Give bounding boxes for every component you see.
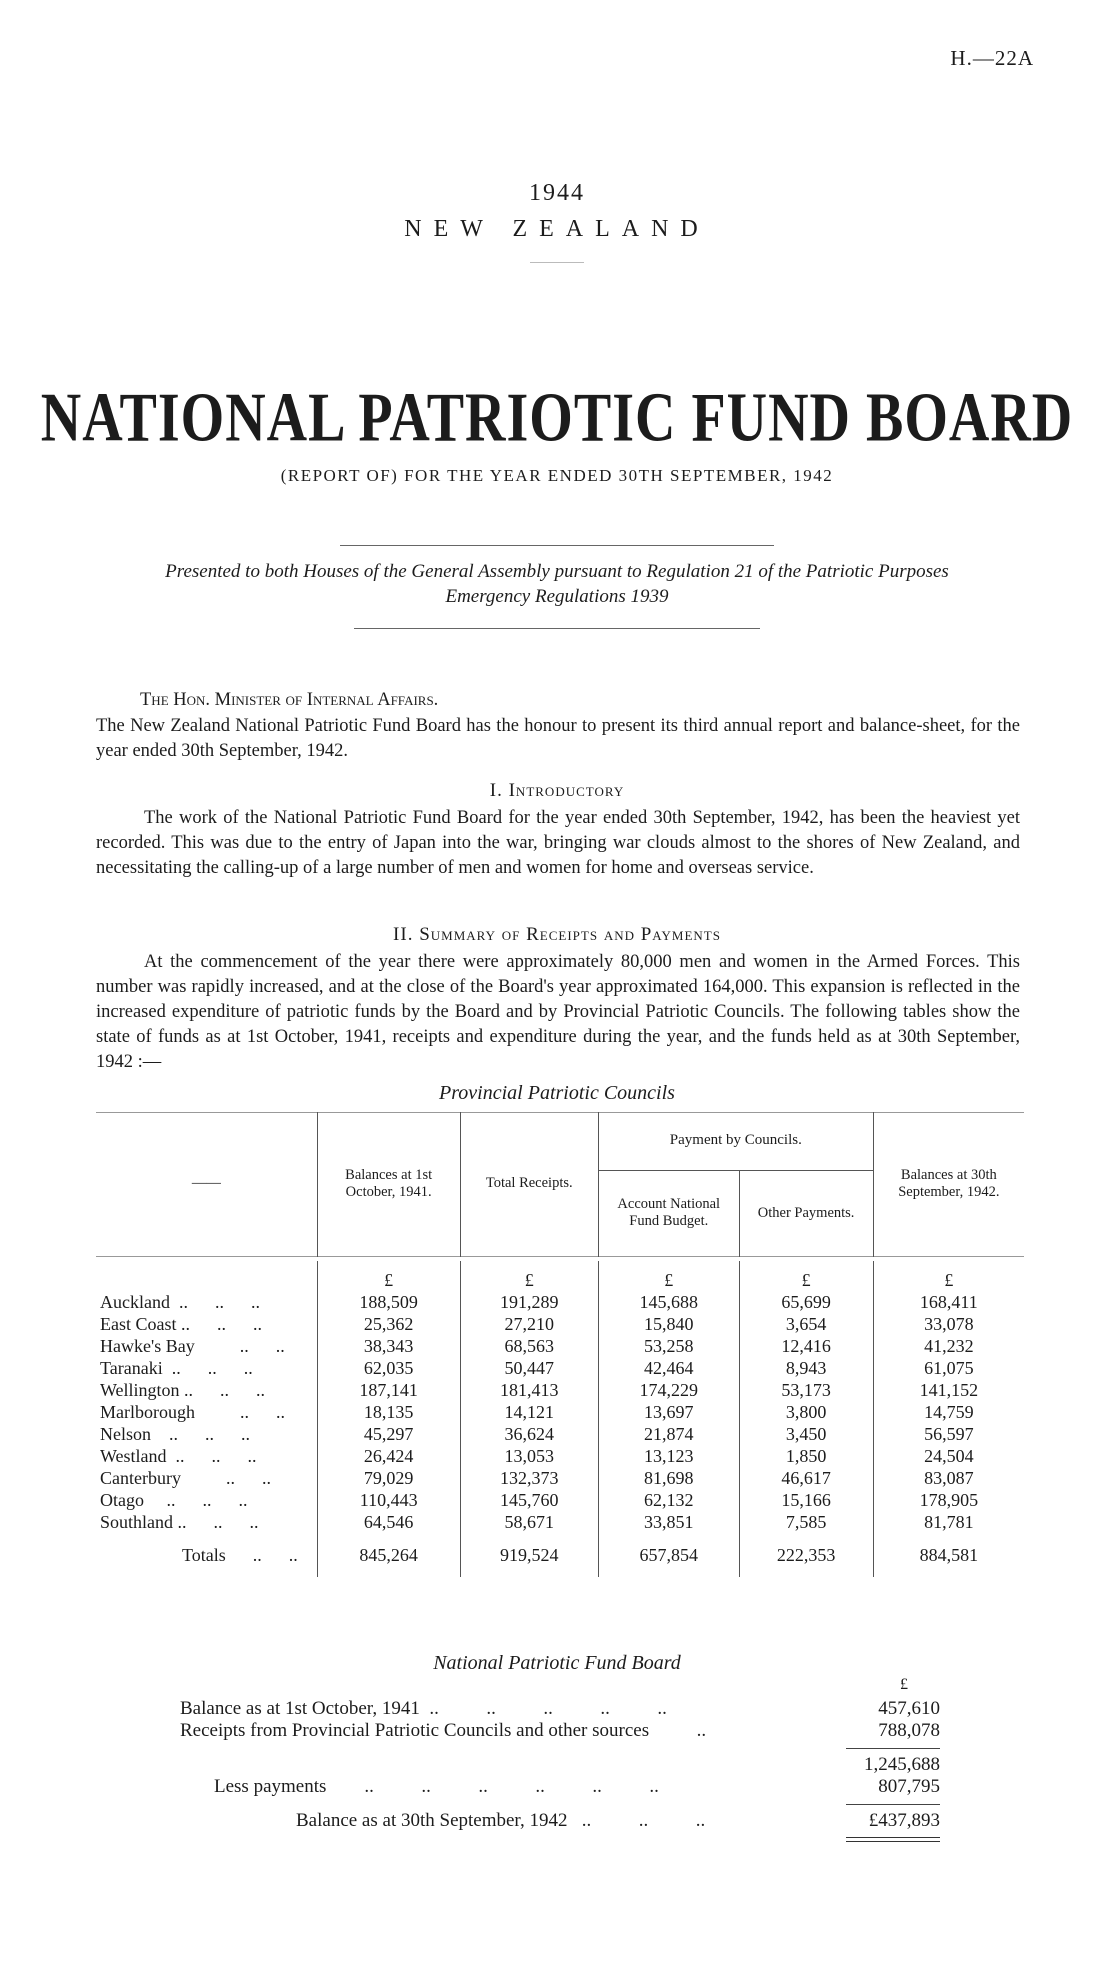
divider-bottom	[354, 628, 760, 629]
table-cell: 24,504	[873, 1445, 1024, 1467]
balance-end-value: £437,893	[868, 1810, 940, 1831]
table-cell: 12,416	[739, 1335, 873, 1357]
double-rule-2	[846, 1841, 940, 1842]
table-cell: 56,597	[873, 1423, 1024, 1445]
table-row	[96, 1511, 1024, 1533]
row-label	[96, 1467, 317, 1489]
table-cell: 187,141	[317, 1379, 460, 1401]
table-row	[96, 1357, 1024, 1379]
header-other-payments: Other Payments.	[757, 1204, 855, 1221]
dot-leader: .. .. ..	[169, 1291, 260, 1312]
table-cell: 13,123	[598, 1445, 739, 1467]
dot-leader: .. .. ..	[173, 1511, 259, 1532]
currency-symbol: £	[317, 1261, 460, 1291]
country-heading: NEW ZEALAND	[404, 216, 710, 242]
divider-top	[340, 545, 774, 546]
table-cell: 53,258	[598, 1335, 739, 1357]
presented-line-2: Emergency Regulations 1939	[445, 585, 669, 607]
district-name: Hawke's Bay	[100, 1335, 195, 1356]
table-cell: 38,343	[317, 1335, 460, 1357]
header-district: ——	[191, 1175, 221, 1192]
table-cell: 141,152	[873, 1379, 1024, 1401]
table-cell: 68,563	[460, 1335, 598, 1357]
table-cell: 21,874	[598, 1423, 739, 1445]
table-cell: 174,229	[598, 1379, 739, 1401]
table-cell: 18,135	[317, 1401, 460, 1423]
dot-leader: .. .. ..	[166, 1445, 257, 1466]
row-label	[96, 1423, 317, 1445]
subtotal-value: 1,245,688	[864, 1754, 940, 1775]
currency-row	[96, 1261, 1024, 1291]
currency-symbol: £	[739, 1261, 873, 1291]
document-reference: H.—22A	[950, 46, 1034, 70]
dot-leader: .. .. ..	[162, 1357, 253, 1378]
page-title: NATIONAL PATRIOTIC FUND BOARD	[40, 379, 1074, 457]
totals-label: Totals	[182, 1544, 226, 1565]
table-cell: 41,232	[873, 1335, 1024, 1357]
table-row	[96, 1423, 1024, 1445]
table-row	[96, 1467, 1024, 1489]
section-2-text: At the commencement of the year there were approximately 80,000 men and women in the Armed Forces. This number was rapidly increased, and at the close of the Board's year approximated 164,000. This expansion is reflected in the increased expenditure of patriotic funds by the Board and by Provincial Patriotic Councils. The following tables show the state of funds as at 1st October, 1941, receipts and expenditure during the year, and the funds held as at 30th September, 1942 :—	[96, 952, 1020, 1072]
table-cell: 14,121	[460, 1401, 598, 1423]
table-cell: 33,078	[873, 1313, 1024, 1335]
table-cell: 178,905	[873, 1489, 1024, 1511]
row-label	[96, 1379, 317, 1401]
table-cell: 53,173	[739, 1379, 873, 1401]
section-1-text: The work of the National Patriotic Fund Board for the year ended 30th September, 1942, has been the heaviest yet recorded. This was due to the entry of Japan into the war, bringing war clouds almost to the shores of New Zealand, and necessitating the calling-up of a large number of men and women for home and overseas service.	[96, 808, 1020, 878]
dot-leader: .. .. ..	[151, 1423, 250, 1444]
presented-line-1: Presented to both Houses of the General Assembly pursuant to Regulation 21 of the Patriotic Purposes	[165, 561, 949, 582]
table-cell: 15,166	[739, 1489, 873, 1511]
district-name: Westland	[100, 1445, 167, 1466]
table-cell: 64,546	[317, 1511, 460, 1533]
double-rule-1	[846, 1837, 940, 1838]
table-cell: 145,760	[460, 1489, 598, 1511]
presented-statement	[0, 560, 1114, 609]
table-cell: 33,851	[598, 1511, 739, 1533]
district-name: Otago	[100, 1489, 144, 1510]
receipts-label: Receipts from Provincial Patriotic Councils and other sources ..	[180, 1720, 707, 1741]
table-cell: 81,698	[598, 1467, 739, 1489]
dot-leader: .. ..	[180, 1467, 271, 1488]
table-cell: 58,671	[460, 1511, 598, 1533]
district-name: Nelson	[100, 1423, 151, 1444]
dot-leader: .. ..	[194, 1401, 285, 1422]
table-row	[96, 1489, 1024, 1511]
currency-symbol: £	[460, 1261, 598, 1291]
header-balances-end: Balances at 30th September, 1942.	[873, 1112, 1024, 1256]
table-row	[96, 1401, 1024, 1423]
table-cell: 919,524	[460, 1533, 598, 1577]
district-name: Southland	[100, 1511, 174, 1532]
header-account-budget: Account National Fund Budget.	[598, 1170, 739, 1256]
table-cell: 191,289	[460, 1291, 598, 1313]
row-label	[96, 1357, 317, 1379]
currency-symbol: £	[598, 1261, 739, 1291]
table-cell: 13,697	[598, 1401, 739, 1423]
section-2-heading: II. Summary of Receipts and Payments	[393, 924, 721, 945]
district-name: East Coast	[100, 1313, 177, 1334]
table-cell: 15,840	[598, 1313, 739, 1335]
district-name: Canterbury	[100, 1467, 181, 1488]
table-title: Provincial Patriotic Councils	[439, 1082, 675, 1104]
subtotal-rule	[846, 1748, 940, 1749]
table-cell: 7,585	[739, 1511, 873, 1533]
balance-start-label: Balance as at 1st October, 1941 .. .. .. .. ..	[180, 1698, 667, 1719]
row-label	[96, 1313, 317, 1335]
table-cell: 1,850	[739, 1445, 873, 1467]
table-cell: 36,624	[460, 1423, 598, 1445]
table-row	[96, 1335, 1024, 1357]
table-cell: 79,029	[317, 1467, 460, 1489]
row-label	[96, 1335, 317, 1357]
table-cell: 65,699	[739, 1291, 873, 1313]
table-cell: 27,210	[460, 1313, 598, 1335]
row-label	[96, 1533, 317, 1577]
addressee: The Hon. Minister of Internal Affairs.	[140, 690, 439, 710]
table-cell: 168,411	[873, 1291, 1024, 1313]
table-cell: 845,264	[317, 1533, 460, 1577]
table-cell: 62,035	[317, 1357, 460, 1379]
table-row	[96, 1379, 1024, 1401]
table-cell: 145,688	[598, 1291, 739, 1313]
table-cell: 42,464	[598, 1357, 739, 1379]
totals-row	[96, 1533, 1024, 1577]
district-name: Taranaki	[100, 1357, 163, 1378]
less-payments-label: Less payments .. .. .. .. .. ..	[214, 1776, 659, 1797]
row-label	[96, 1489, 317, 1511]
row-label	[96, 1511, 317, 1533]
balance-start-value: 457,610	[878, 1698, 940, 1719]
board-title: National Patriotic Fund Board	[433, 1652, 681, 1674]
table-cell: 3,800	[739, 1401, 873, 1423]
header-payment-group: Payment by Councils.	[598, 1112, 873, 1170]
table-cell: 181,413	[460, 1379, 598, 1401]
dot-leader: .. .. ..	[176, 1313, 262, 1334]
table-cell: 13,053	[460, 1445, 598, 1467]
currency-symbol: £	[873, 1261, 1024, 1291]
section-1-heading: I. Introductory	[489, 780, 625, 801]
table-cell: 222,353	[739, 1533, 873, 1577]
row-label	[96, 1291, 317, 1313]
receipts-value: 788,078	[878, 1720, 940, 1741]
row-label	[96, 1445, 317, 1467]
row-label	[96, 1401, 317, 1423]
dot-leader: .. .. ..	[179, 1379, 266, 1400]
table-cell: 26,424	[317, 1445, 460, 1467]
district-name: Wellington	[100, 1379, 180, 1400]
header-balances-start: Balances at 1st October, 1941.	[317, 1112, 460, 1256]
district-name: Marlborough	[100, 1401, 195, 1422]
balance-end-label: Balance as at 30th September, 1942 .. .. ..	[296, 1810, 706, 1831]
header-receipts: Total Receipts.	[460, 1112, 598, 1256]
table-cell: 25,362	[317, 1313, 460, 1335]
final-rule	[846, 1804, 940, 1805]
table-row	[96, 1445, 1024, 1467]
table-cell: 50,447	[460, 1357, 598, 1379]
table-cell: 884,581	[873, 1533, 1024, 1577]
table-cell: 83,087	[873, 1467, 1024, 1489]
table-cell: 3,450	[739, 1423, 873, 1445]
opening-paragraph: The New Zealand National Patriotic Fund Board has the honour to present its third annual report and balance-sheet, for the year ended 30th September, 1942.	[96, 716, 1020, 761]
table-cell: 8,943	[739, 1357, 873, 1379]
table-cell: 46,617	[739, 1467, 873, 1489]
table-cell: 61,075	[873, 1357, 1024, 1379]
table-cell: 110,443	[317, 1489, 460, 1511]
table-cell: 62,132	[598, 1489, 739, 1511]
dot-leader: .. ..	[194, 1335, 285, 1356]
dot-leader: .. .. ..	[144, 1489, 248, 1510]
table-cell: 14,759	[873, 1401, 1024, 1423]
report-subtitle: (REPORT OF) FOR THE YEAR ENDED 30TH SEPTEMBER, 1942	[280, 466, 834, 485]
table-cell: 45,297	[317, 1423, 460, 1445]
table-row	[96, 1313, 1024, 1335]
board-currency: £	[900, 1676, 908, 1693]
dot-leader: .. ..	[225, 1544, 298, 1565]
table-cell: 132,373	[460, 1467, 598, 1489]
table-cell: 3,654	[739, 1313, 873, 1335]
less-payments-value: 807,795	[878, 1776, 940, 1797]
provincial-councils-table	[96, 1112, 1024, 1577]
district-name: Auckland	[100, 1291, 170, 1312]
table-cell: 657,854	[598, 1533, 739, 1577]
short-divider	[530, 262, 584, 263]
table-cell: 188,509	[317, 1291, 460, 1313]
table-cell: 81,781	[873, 1511, 1024, 1533]
report-year: 1944	[529, 180, 585, 206]
table-row	[96, 1291, 1024, 1313]
